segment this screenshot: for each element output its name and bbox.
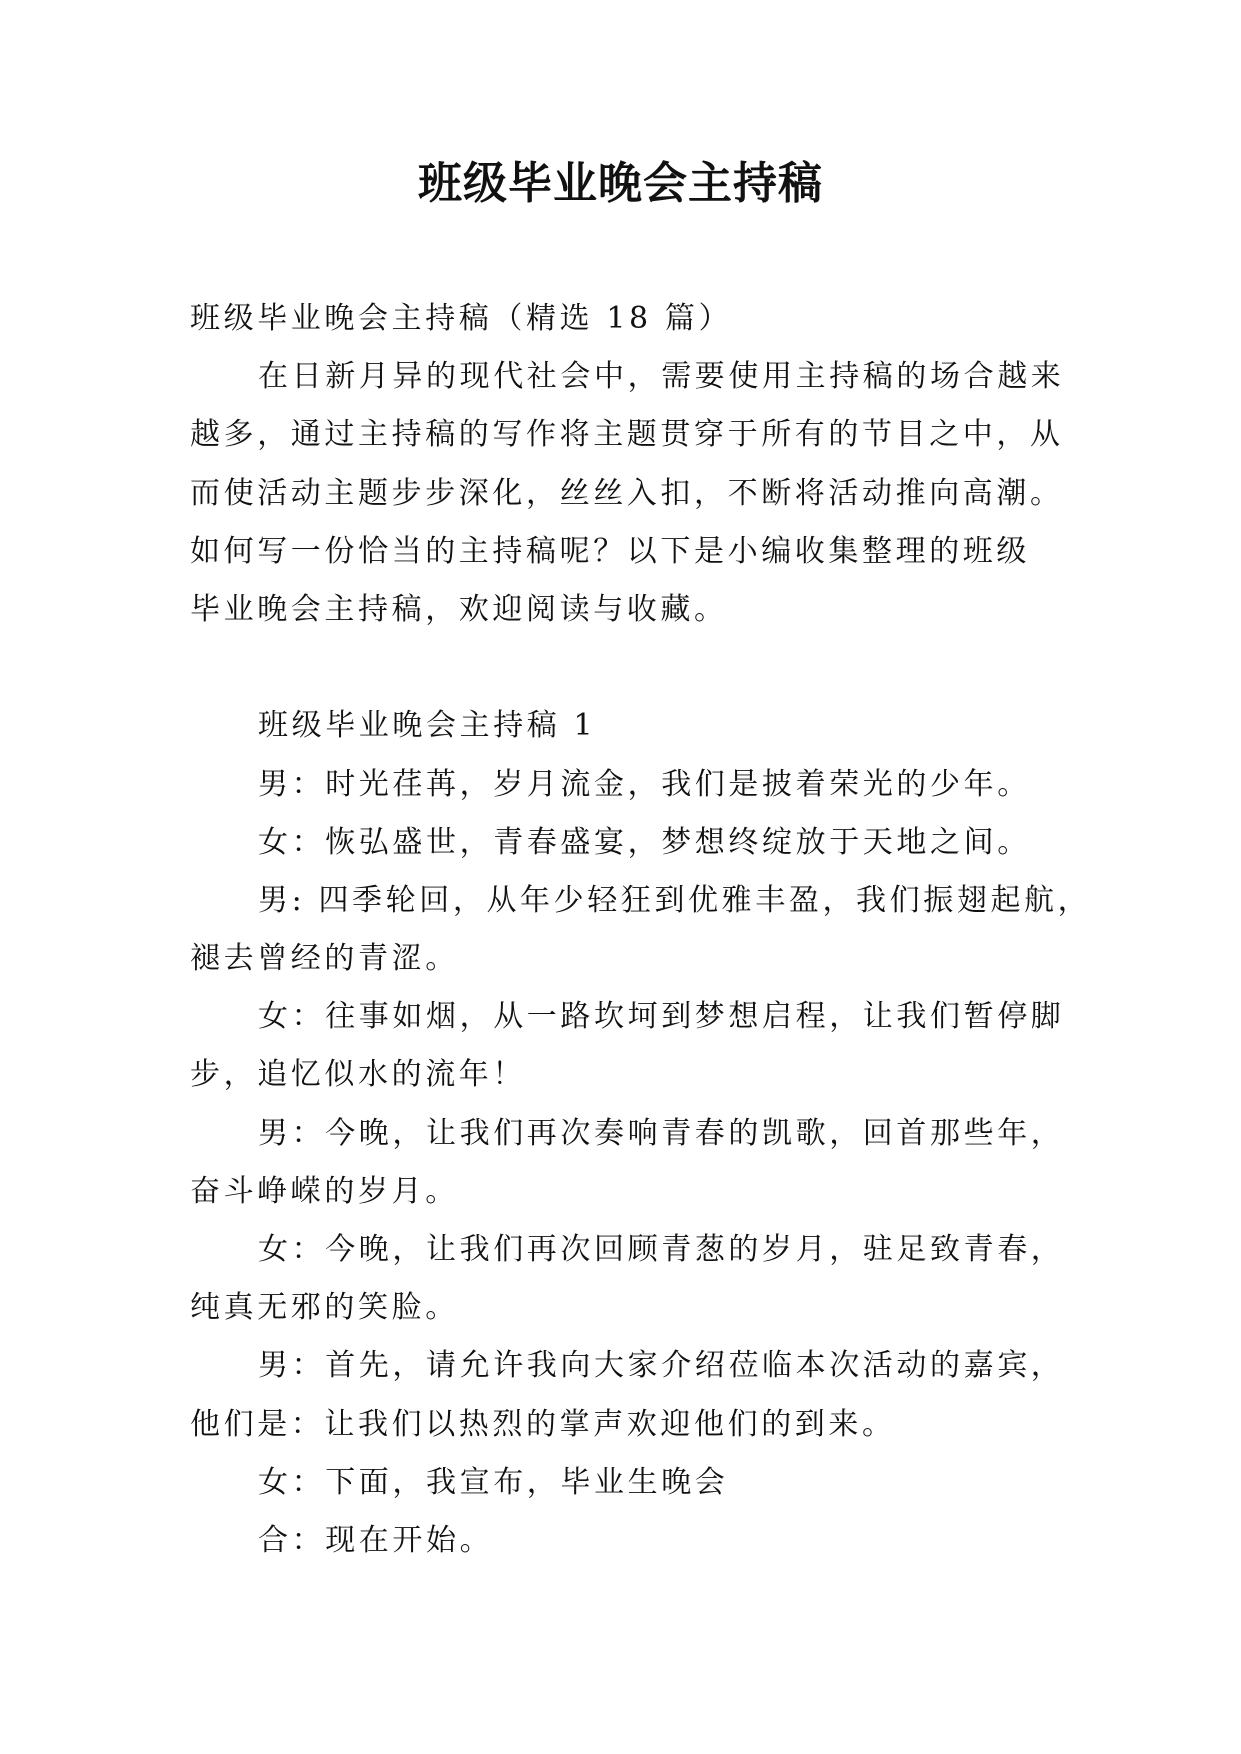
document-title: 班级毕业晚会主持稿	[418, 158, 823, 209]
text-line: 女：今晚，让我们再次回顾青葱的岁月，驻足致青春，	[258, 1232, 1065, 1267]
text-line: 女：下面，我宣布，毕业生晚会	[258, 1464, 729, 1500]
text-line: 男：今晚，让我们再次奏响青春的凯歌，回首那些年，	[258, 1115, 1065, 1151]
text-line: 他们是：让我们以热烈的掌声欢迎他们的到来。	[190, 1406, 896, 1442]
text-line: 越多，通过主持稿的写作将主题贯穿于所有的节目之中，从	[190, 417, 1064, 453]
text-line: 女：往事如烟，从一路坎坷到梦想启程，让我们暂停脚	[258, 999, 1065, 1035]
text-line: 奋斗峥嵘的岁月。	[190, 1173, 459, 1209]
text-line: 班级毕业晚会主持稿（精选 18 篇）	[190, 301, 733, 336]
document-body	[190, 290, 1092, 1570]
text-line: 纯真无邪的笑脸。	[190, 1290, 459, 1326]
text-line: 步，追忆似水的流年！	[190, 1057, 526, 1093]
text-line: 在日新月异的现代社会中，需要使用主持稿的场合越来	[258, 359, 1065, 395]
text-line: 褪去曾经的青涩。	[190, 941, 459, 977]
text-line: 毕业晚会主持稿，欢迎阅读与收藏。	[190, 591, 728, 627]
text-line: 如何写一份恰当的主持稿呢？以下是小编收集整理的班级	[190, 533, 1030, 569]
section-heading: 班级毕业晚会主持稿 1	[258, 708, 597, 744]
text-line: 合：现在开始。	[258, 1522, 494, 1558]
text-line: 而使活动主题步步深化，丝丝入扣，不断将活动推向高潮。	[190, 475, 1064, 511]
text-line: 男：首先，请允许我向大家介绍莅临本次活动的嘉宾，	[258, 1348, 1065, 1384]
blank-line	[190, 639, 1070, 697]
text-line: 男: 四季轮回，从年少轻狂到优雅丰盈，我们振翅起航，	[258, 882, 1092, 918]
text-line: 男：时光荏苒，岁月流金，我们是披着荣光的少年。	[258, 766, 1031, 802]
text-line: 女：恢弘盛世，青春盛宴，梦想终绽放于天地之间。	[258, 824, 1031, 860]
